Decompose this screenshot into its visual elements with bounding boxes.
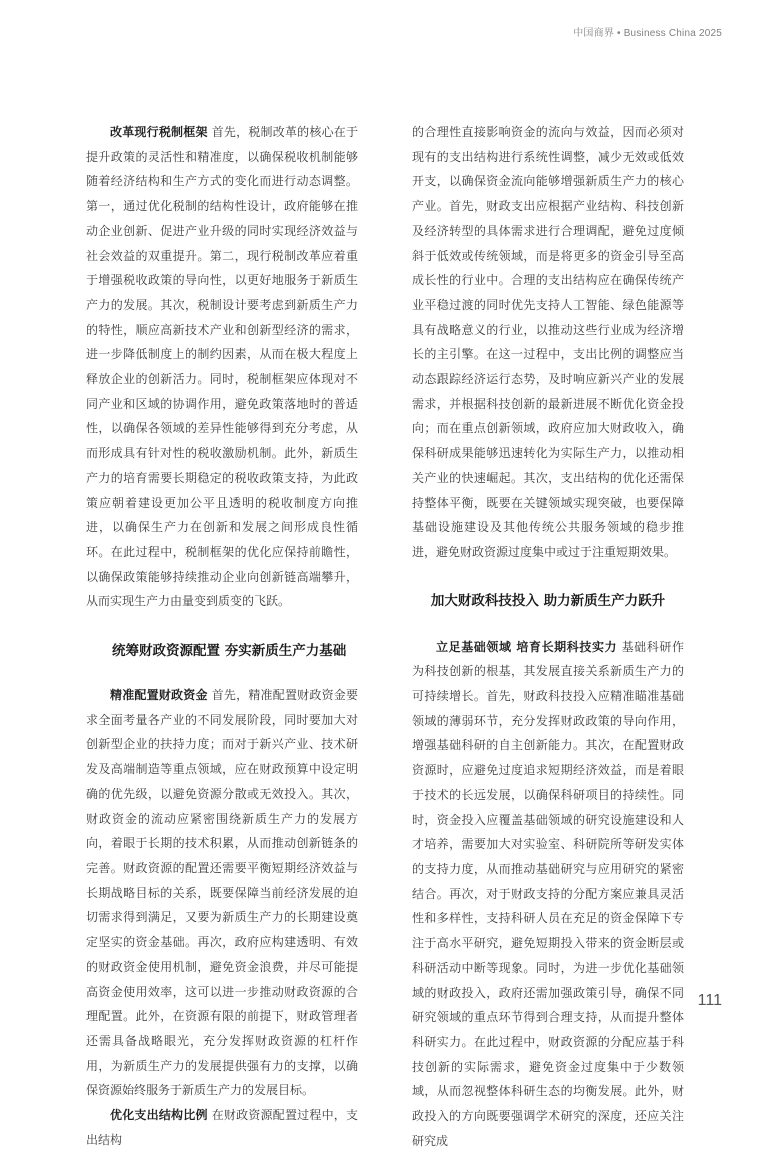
right-column bbox=[412, 120, 684, 1153]
paragraph-lead: 优化支出结构比例 bbox=[110, 1108, 208, 1123]
paragraph-lead: 改革现行税制框架 bbox=[110, 125, 208, 139]
page-number: 111 bbox=[697, 992, 722, 1009]
running-header: 中国商界 • Business China 2025 bbox=[573, 28, 722, 39]
paragraph-basic-research bbox=[412, 635, 684, 1153]
paragraph-continued bbox=[412, 120, 684, 565]
paragraph-body: 首先，精准配置财政资金要求全面考量各产业的不同发展阶段，同时要加大对创新型企业的扶持力度；而对于新兴产业、技术研发及高端制造等重点领域，应在财政预算中设定明确的优先级，以避免资源分散或无效投入。其次，财政资金的流动应紧密围绕新质生产力的发展方向，着眼于长期的技术积累，从而推动创新链条的完善。财政资源的配置还需要平衡短期经济效益与长期战略目标的关系，既要保障当前经济发展的迫切需求得到满足，又要为新质生产力的长期建设奠定坚实的资金基础。再次，政府应构建透明、有效的财政资金使用机制，避免资金浪费，并尽可能提高资金使用效率，这可以进一步推动财政资源的合理配置。此外，在资源有限的前提下，财政管理者还需具备战略眼光，充分发挥财政资源的杠杆作用，为新质生产力的发展提供强有力的支撑，以确保资源始终服务于新质生产力的发展目标。 bbox=[86, 688, 358, 1098]
paragraph-body: 的合理性直接影响资金的流向与效益，因而必须对现有的支出结构进行系统性调整，减少无效或低效开支，以确保资金流向能够增强新质生产力的核心产业。首先，财政支出应根据产业结构、科技创新及经济转型的具体需求进行合理调配，避免过度倾斜于低效或传统领域，而是将更多的资金引导至高成长性的行业中。合理的支出结构应在确保传统产业平稳过渡的同时优先支持人工智能、绿色能源等具有战略意义的行业，以推动这些行业成为经济增长的主引擎。在这一过程中，支出比例的调整应当动态跟踪经济运行态势，及时响应新兴产业的发展需求，并根据科技创新的最新进展不断优化资金投向；而在重点创新领域，政府应加大财政收入，确保科研成果能够迅速转化为实际生产力，以推动相关产业的快速崛起。其次，支出结构的优化还需保持整体平衡，既要在关键领域实现突破，也要保障基础设施建设及其他传统公共服务领域的稳步推进，避免财政资源过度集中或过于注重短期效果。 bbox=[412, 125, 684, 559]
paragraph-lead: 精准配置财政资金 bbox=[110, 688, 208, 703]
paragraph-body: 在财政资源配置过程中，支出结构 bbox=[86, 1108, 358, 1147]
paragraph-lead: 立足基础领域 培育长期科技实力 bbox=[436, 639, 618, 654]
section-heading: 统筹财政资源配置 夯实新质生产力基础 bbox=[112, 643, 347, 660]
paragraph-body: 首先，税制改革的核心在于提升政策的灵活性和精准度，以确保税收机制能够随着经济结构和生产方式的变化而进行动态调整。第一，通过优化税制的结构性设计，政府能够在推动企业创新、促进产业升级的同时实现经济效益与社会效益的双重提升。第二，现行税制改革应着重于增强税收政策的导向性，以更好地服务于新质生产力的发展。其次，税制设计要考虑到新质生产力的特性，顺应高新技术产业和创新型经济的需求，进一步降低制度上的制约因素，从而在极大程度上释放企业的创新活力。同时，税制框架应体现对不同产业和区域的协调作用，避免政策落地时的普适性，以确保各领域的差异性能够得到充分考虑，从而形成具有针对性的税收激励机制。此外，新质生产力的培育需要长期稳定的税收政策支持，为此政策应朝着建设更加公平且透明的税收制度方向推进，以确保生产力在创新和发展之间形成良性循环。在此过程中，税制框架的优化应保持前瞻性，以确保政策能够持续推动企业向创新链高端攀升，从而实现生产力由量变到质变的飞跃。 bbox=[86, 125, 358, 609]
section-heading: 加大财政科技投入 助力新质生产力跃升 bbox=[430, 592, 666, 609]
left-column bbox=[86, 120, 358, 1152]
paragraph-allocate-funds bbox=[86, 683, 358, 1103]
paragraph-tax-framework bbox=[86, 120, 358, 614]
paragraph-body: 基础科研作为科技创新的根基，其发展直接关系新质生产力的可持续增长。首先，财政科技投入应精准瞄准基础领域的薄弱环节，充分发挥财政政策的导向作用，增强基础科研的自主创新能力。其次，在配置财政资源时，应避免过度追求短期经济效益，而是着眼于技术的长远发展，以确保科研项目的持续性。同时，资金投入应覆盖基础领域的研究设施建设和人才培养，需要加大对实验室、科研院所等研发实体的支持力度，从而推动基础研究与应用研究的紧密结合。再次，对于财政支持的分配方案应兼具灵活性和多样性，支持科研人员在充足的资金保障下专注于高水平研究，避免短期投入带来的资金断层或科研活动中断等现象。同时，为进一步优化基础领域的财政投入，政府还需加强政策引导，确保不同研究领域的重点环节得到合理支持，从而提升整体科研实力。在此过程中，财政资源的分配应基于科技创新的实际需求，避免资金过度集中于少数领域，从而忽视整体科研生态的均衡发展。此外，财政投入的方向既要强调学术研究的深度，还应关注研究成 bbox=[412, 639, 684, 1148]
paragraph-expenditure-structure bbox=[86, 1103, 358, 1152]
